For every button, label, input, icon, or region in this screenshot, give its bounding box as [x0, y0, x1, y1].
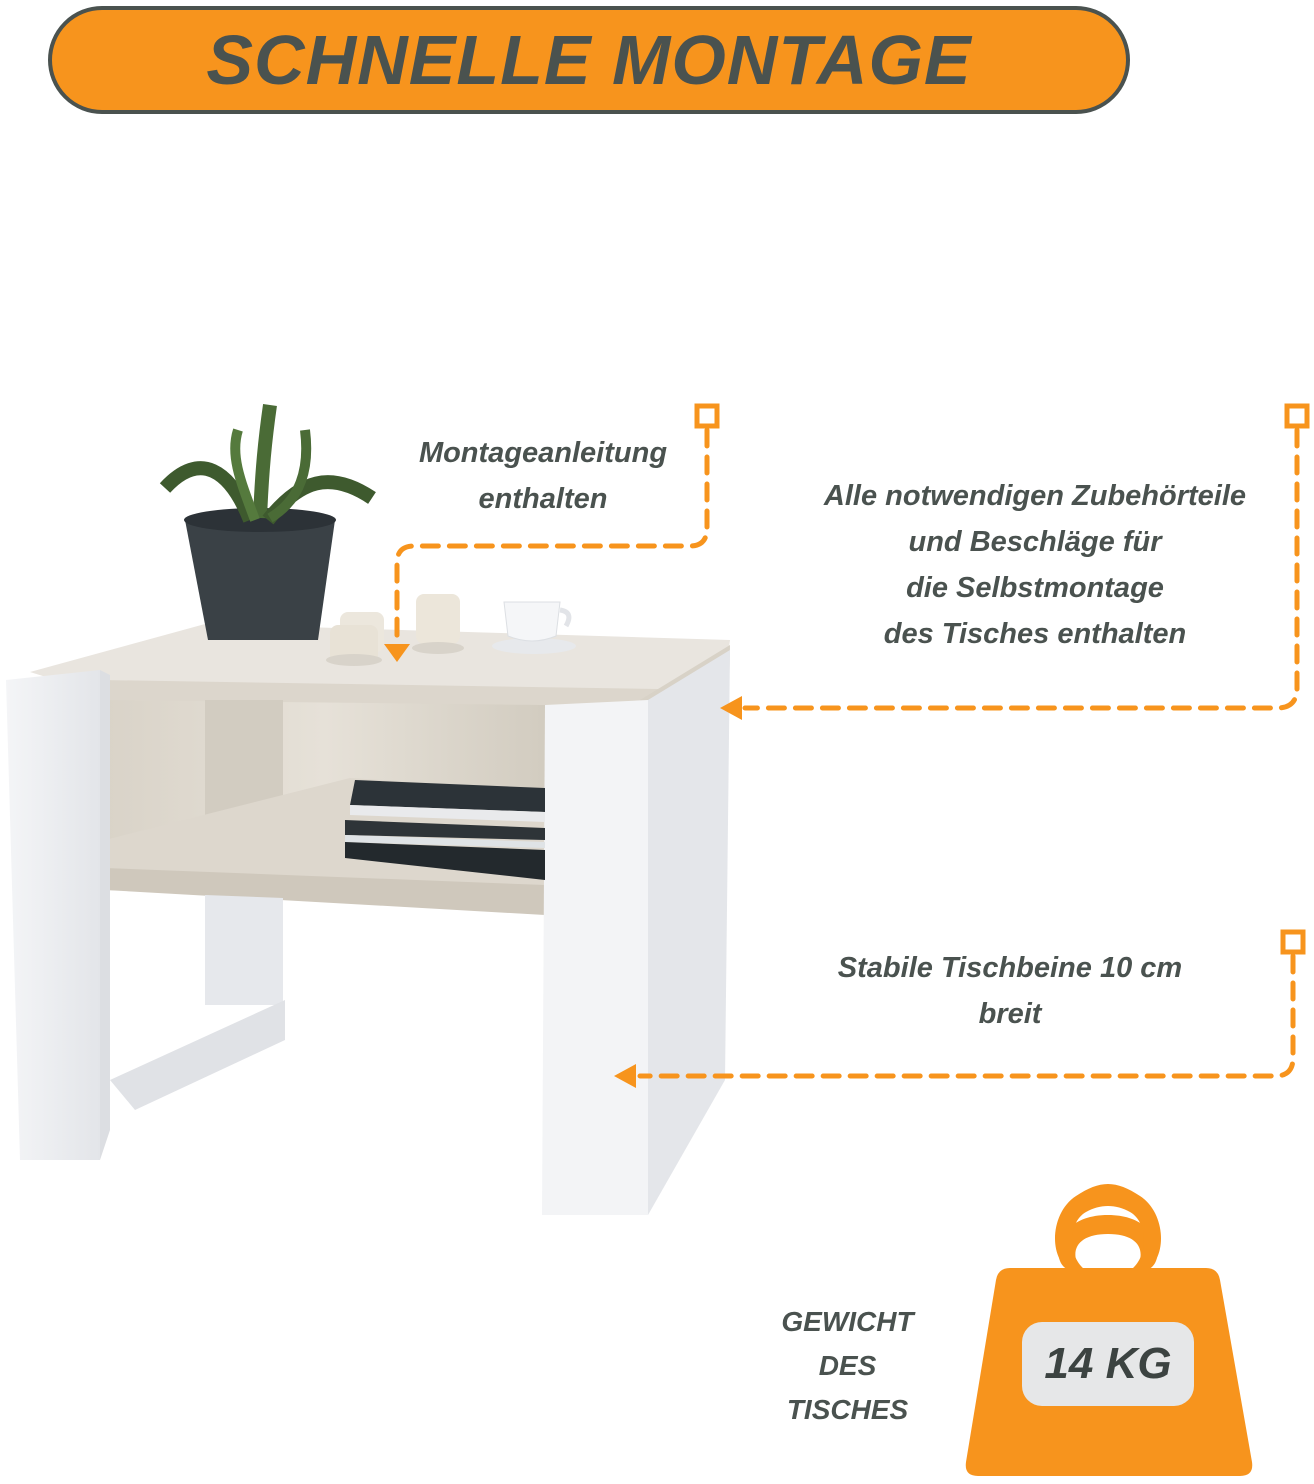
- callout-legs-line-1: Stabile Tischbeine 10 cm: [837, 952, 1183, 984]
- weight-value-tag: 14 KG: [1022, 1322, 1194, 1406]
- page-title: SCHNELLE MONTAGE: [206, 21, 972, 99]
- weight-label-line-1: GEWICHT: [781, 1306, 914, 1337]
- weight-label-line-2: DES: [818, 1350, 877, 1381]
- callout-accessories-line-2: und Beschläge für: [908, 526, 1162, 558]
- callout-accessories-line-4: des Tisches enthalten: [883, 618, 1187, 650]
- callout-legs-line-2: breit: [978, 998, 1042, 1030]
- weight-label-line-3: TISCHES: [786, 1394, 909, 1425]
- callout-manual-line-2: enthalten: [478, 483, 608, 515]
- callout-accessories-line-3: die Selbstmontage: [906, 572, 1164, 604]
- callout-accessories-line-1: Alle notwendigen Zubehörteile: [823, 480, 1247, 512]
- callout-manual-line-1: Montageanleitung: [418, 437, 668, 469]
